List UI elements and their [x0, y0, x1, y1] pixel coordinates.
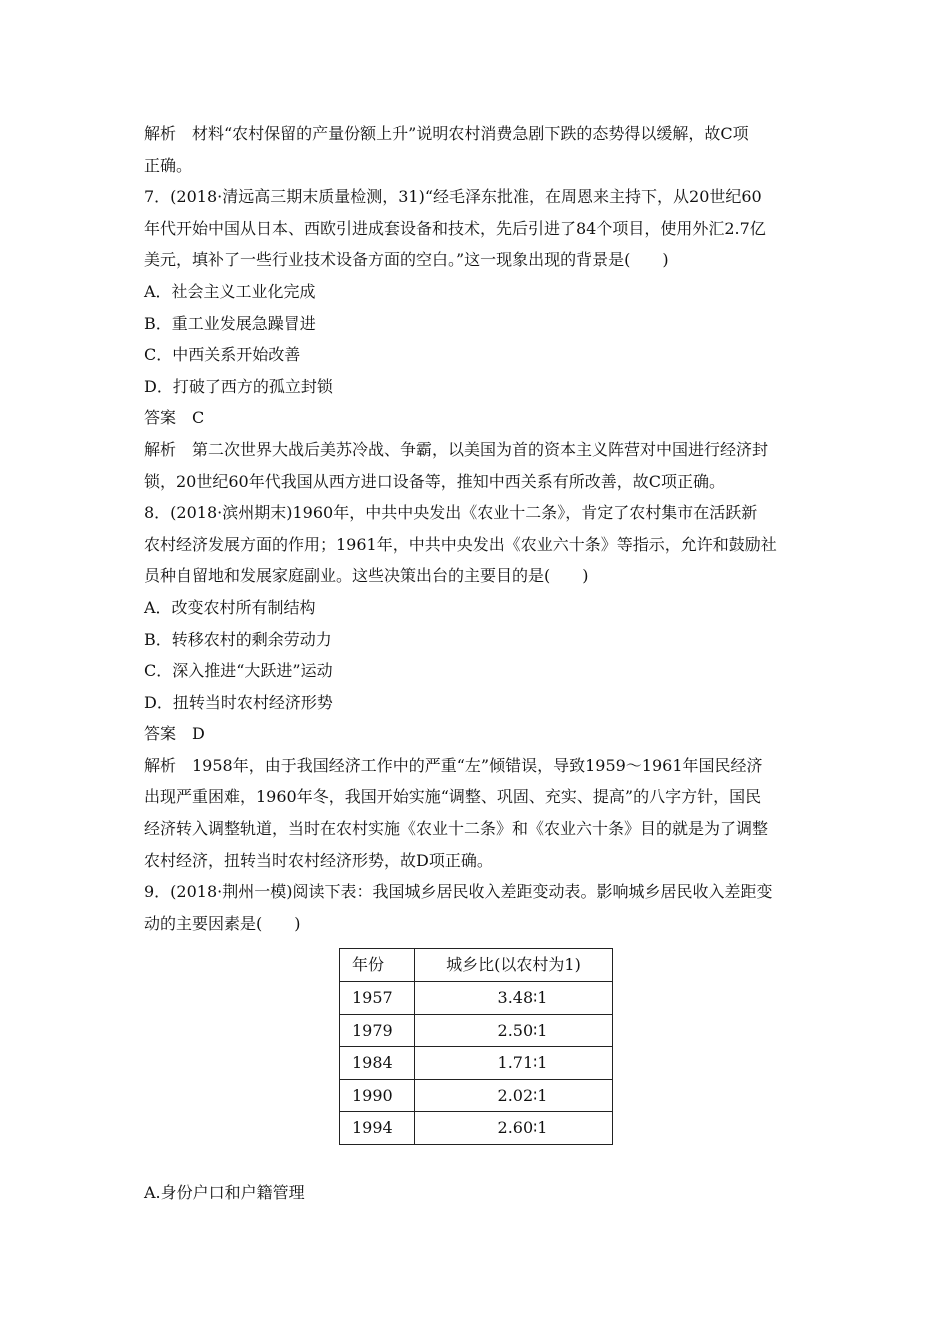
q8-stem-line-3: 员种自留地和发展家庭副业。这些决策出台的主要目的是( ): [144, 566, 589, 586]
q9-stem-line-1: 9．(2018·荆州一模)阅读下表：我国城乡居民收入差距变动表。影响城乡居民收入差距变: [144, 882, 773, 902]
q7-analysis-line-1: 解析 第二次世界大战后美苏冷战、争霸，以美国为首的资本主义阵营对中国进行经济封: [144, 439, 769, 459]
table-row: [340, 1079, 613, 1112]
table-header-row: [340, 949, 613, 982]
table-header-ratio: 城乡比(以农村为1): [415, 949, 613, 982]
table-cell-year: 1994: [340, 1112, 415, 1145]
table-cell-year: 1957: [340, 982, 415, 1015]
q7-option-c: C．中西关系开始改善: [144, 345, 301, 365]
q7-stem-line-2: 年代开始中国从日本、西欧引进成套设备和技术，先后引进了84个项目，使用外汇2.7亿: [144, 218, 766, 238]
table-cell-ratio: 2.50∶1: [415, 1014, 613, 1047]
table-row: [340, 982, 613, 1015]
table-row: [340, 1047, 613, 1080]
q9-option-a: A.身份户口和户籍管理: [144, 1183, 305, 1202]
q7-stem-line-1: 7．(2018·清远高三期末质量检测，31)“经毛泽东批准，在周恩来主持下，从20世纪60: [144, 187, 762, 207]
q8-analysis-line-1: 解析 1958年，由于我国经济工作中的严重“左”倾错误，导致1959～1961年国民经济: [144, 755, 763, 775]
table-header-year: 年份: [340, 949, 415, 982]
q8-option-a: A．改变农村所有制结构: [144, 597, 316, 617]
q8-stem-line-1: 8．(2018·滨州期末)1960年，中共中央发出《农业十二条》，肯定了农村集市在活跃新: [144, 503, 758, 523]
table-cell-year: 1990: [340, 1079, 415, 1112]
table-cell-ratio: 2.60∶1: [415, 1112, 613, 1145]
q7-option-b: B．重工业发展急躁冒进: [144, 313, 316, 333]
q8-option-c: C．深入推进“大跃进”运动: [144, 661, 333, 681]
table-cell-year: 1984: [340, 1047, 415, 1080]
q9-stem-line-2: 动的主要因素是( ): [144, 913, 301, 933]
q7-answer: 答案 C: [144, 408, 205, 428]
q7-option-d: D．打破了西方的孤立封锁: [144, 376, 333, 396]
q6-analysis-line-1: 解析 材料“农村保留的产量份额上升”说明农村消费急剧下跌的态势得以缓解，故C项: [144, 124, 749, 143]
table-row: [340, 1014, 613, 1047]
q7-analysis-line-2: 锁，20世纪60年代我国从西方进口设备等，推知中西关系有所改善，故C项正确。: [144, 471, 725, 491]
document-body: [144, 118, 808, 1209]
table-cell-year: 1979: [340, 1014, 415, 1047]
table-cell-ratio: 3.48∶1: [415, 982, 613, 1015]
q8-stem-line-2: 农村经济发展方面的作用；1961年，中共中央发出《农业六十条》等指示，允许和鼓励社: [144, 534, 777, 554]
q8-analysis-line-4: 农村经济，扭转当时农村经济形势，故D项正确。: [144, 850, 493, 870]
table-cell-ratio: 1.71∶1: [415, 1047, 613, 1080]
q7-option-a: A．社会主义工业化完成: [144, 281, 316, 301]
income-gap-table: [339, 948, 613, 1145]
table-cell-ratio: 2.02∶1: [415, 1079, 613, 1112]
q8-answer: 答案 D: [144, 724, 205, 744]
table-row: [340, 1112, 613, 1145]
q6-analysis-line-2: 正确。: [144, 155, 193, 175]
q7-stem-line-3: 美元，填补了一些行业技术设备方面的空白。”这一现象出现的背景是( ): [144, 250, 669, 270]
q8-option-b: B．转移农村的剩余劳动力: [144, 629, 332, 649]
income-gap-table-wrapper: [339, 948, 808, 1145]
q8-analysis-line-2: 出现严重困难，1960年冬，我国开始实施“调整、巩固、充实、提高”的八字方针，国民: [144, 787, 762, 807]
q8-option-d: D．扭转当时农村经济形势: [144, 692, 333, 712]
q8-analysis-line-3: 经济转入调整轨道，当时在农村实施《农业十二条》和《农业六十条》目的就是为了调整: [144, 819, 769, 839]
